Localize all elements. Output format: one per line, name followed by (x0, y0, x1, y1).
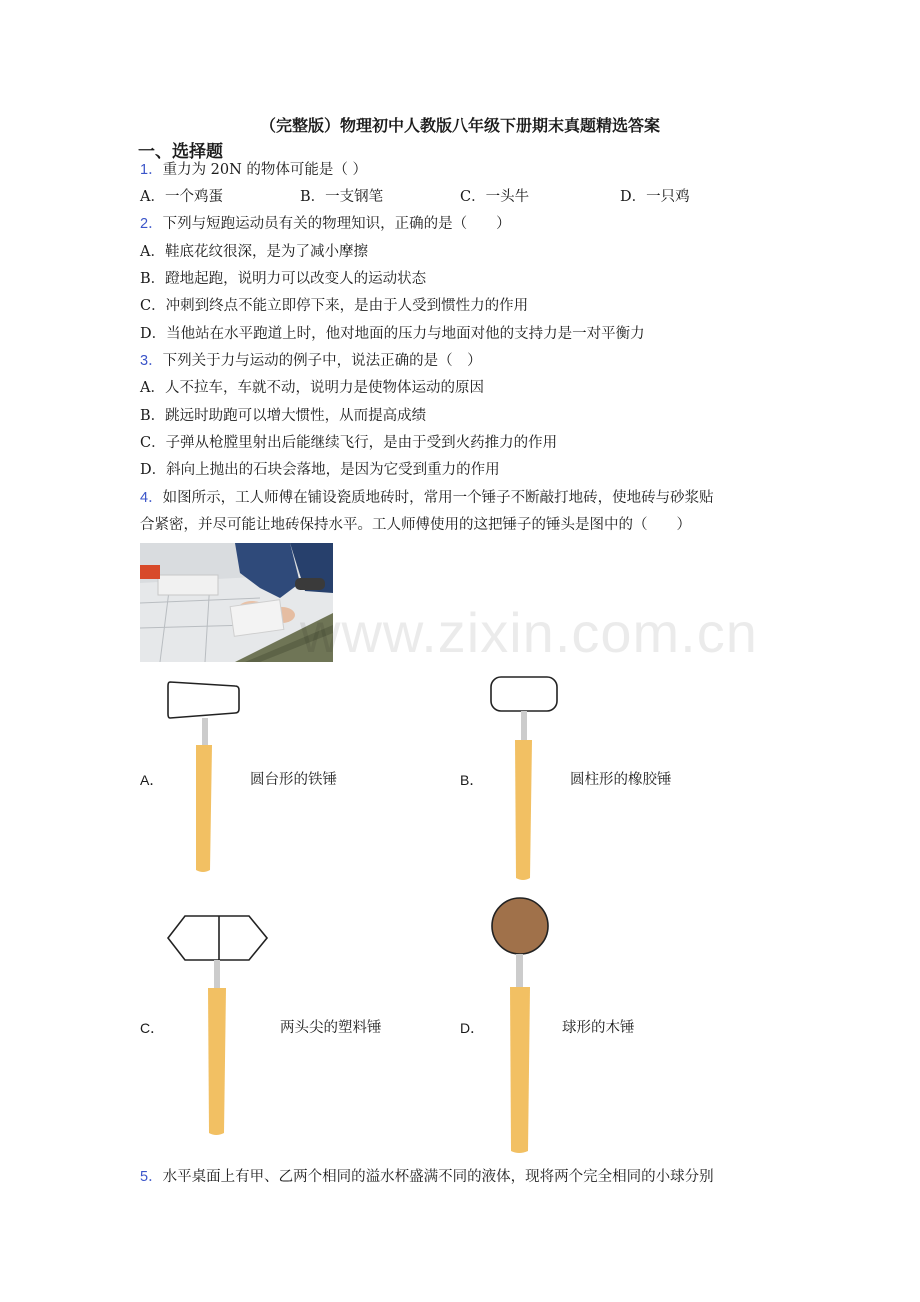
option-letter: A． (140, 772, 164, 788)
option-d: D．一只鸡 (620, 189, 690, 205)
question-5 (140, 1167, 714, 1187)
question-4-line-2: 合紧密，并尽可能让地砖保持水平。工人师傅使用的这把锤子的锤头是图中的（ ） (140, 517, 691, 533)
option-letter: D． (460, 1020, 485, 1036)
hammer-option-c-label (140, 1018, 164, 1038)
option-b: B．跳远时助跑可以增大惯性，从而提高成绩 (140, 408, 427, 424)
option-a: A．人不拉车，车就不动，说明力是使物体运动的原因 (140, 380, 484, 396)
option-c: C．一头牛 (460, 189, 530, 205)
option-a-text: 圆台形的铁锤 (250, 772, 337, 788)
question-text: 下列关于力与运动的例子中，说法正确的是（ ） (162, 353, 482, 369)
document-title: （完整版）物理初中人教版八年级下册期末真题精选答案 (259, 116, 660, 135)
option-c: C．冲刺到终点不能立即停下来，是由于人受到惯性力的作用 (140, 298, 529, 314)
option-b: B．一支钢笔 (300, 189, 384, 205)
hammer-option-b-label (460, 770, 483, 790)
option-c-text: 两头尖的塑料锤 (280, 1020, 382, 1036)
option-d: D．当他站在水平跑道上时，他对地面的压力与地面对他的支持力是一对平衡力 (140, 326, 645, 342)
question-2 (140, 214, 511, 234)
option-letter: C． (140, 1020, 165, 1036)
option-b-text: 圆柱形的橡胶锤 (570, 772, 672, 788)
question-number: 5． (140, 1169, 163, 1185)
question-text: 下列与短跑运动员有关的物理知识，正确的是（ ） (162, 216, 511, 232)
watermark: www.zixin.com.cn (300, 601, 758, 664)
option-d: D．斜向上抛出的石块会落地，是因为它受到重力的作用 (140, 462, 500, 478)
question-number: 1． (140, 162, 163, 178)
question-4 (140, 488, 714, 508)
question-number: 2． (140, 216, 163, 232)
question-text: 重力为 20N 的物体可能是（ ） (162, 162, 368, 178)
option-letter: B． (460, 772, 484, 788)
option-b: B．蹬地起跑，说明力可以改变人的运动状态 (140, 271, 427, 287)
question-1 (140, 160, 367, 180)
hammer-option-a-label (140, 770, 163, 790)
spherical-wooden-hammer-image (490, 896, 552, 1158)
question-number: 3． (140, 353, 163, 369)
question-number: 4． (140, 490, 163, 506)
cylindrical-rubber-hammer-image (488, 674, 562, 884)
hammer-option-d-label (460, 1018, 484, 1038)
option-a: A．鞋底花纹很深，是为了减小摩擦 (140, 244, 368, 260)
question-text: 如图所示，工人师傅在铺设瓷质地砖时，常用一个锤子不断敲打地砖，使地砖与砂浆贴 (162, 490, 714, 506)
option-a: A．一个鸡蛋 (140, 189, 223, 205)
option-d-text: 球形的木锤 (562, 1020, 635, 1036)
option-c: C．子弹从枪膛里射出后能继续飞行，是由于受到火药推力的作用 (140, 435, 558, 451)
question-text: 水平桌面上有甲、乙两个相同的溢水杯盛满不同的液体，现将两个完全相同的小球分别 (162, 1169, 714, 1185)
question-3 (140, 351, 482, 371)
frustum-iron-hammer-image (165, 678, 245, 876)
section-heading: 一、选择题 (138, 142, 223, 162)
double-pointed-plastic-hammer-image (165, 913, 271, 1139)
